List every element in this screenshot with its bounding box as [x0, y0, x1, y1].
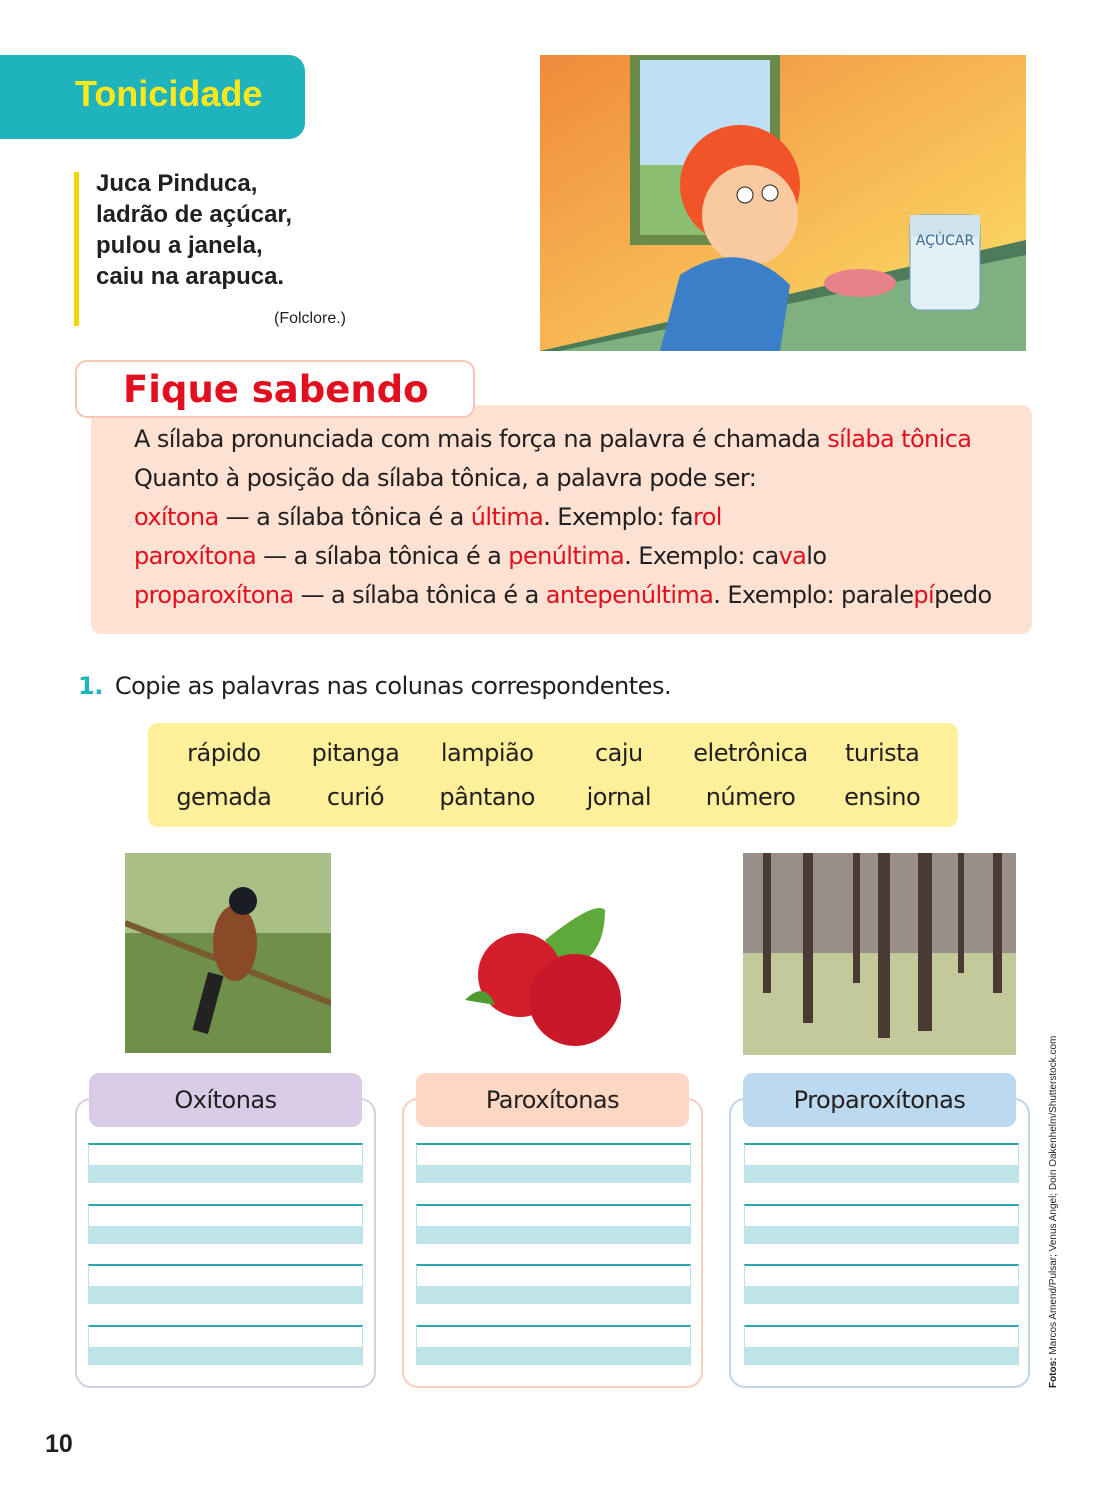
word: rápido	[187, 739, 261, 767]
text: . Exemplo: ca	[624, 542, 779, 570]
question-1	[78, 672, 671, 700]
word-bank	[148, 723, 958, 827]
word: turista	[845, 739, 920, 767]
fique-sabendo-text	[134, 420, 992, 615]
highlight: última	[470, 503, 544, 531]
question-text: Copie as palavras nas colunas correspondentes.	[114, 672, 672, 700]
word: curió	[326, 783, 385, 811]
term: proparoxítona	[134, 581, 294, 609]
poem-accent-bar	[74, 172, 79, 326]
writing-line[interactable]	[88, 1325, 363, 1365]
word: lampião	[440, 739, 534, 767]
writing-line[interactable]	[744, 1325, 1019, 1365]
word: pitanga	[311, 739, 400, 767]
text: A sílaba pronunciada com mais força na palavra é chamada	[134, 425, 828, 453]
highlight: antepenúltima	[545, 581, 714, 609]
word: gemada	[176, 783, 272, 811]
term: paroxítona	[134, 542, 257, 570]
writing-line[interactable]	[744, 1204, 1019, 1244]
fique-sabendo-label: Fique sabendo	[123, 368, 429, 411]
text: — a sílaba tônica é a	[256, 542, 509, 570]
page-number: 10	[45, 1430, 73, 1458]
text: lo	[806, 542, 827, 570]
bird-photo	[125, 853, 331, 1053]
credit-text: Marcos Amend/Pulsar; Venus Angel; Doin Oakenhelm/Shutterstock.com	[1048, 1035, 1059, 1358]
text: . Exemplo: parale	[713, 581, 914, 609]
tonic-syllable: pí	[913, 581, 935, 609]
poem-line: caiu na arapuca.	[96, 263, 285, 290]
poem-source: (Folclore.)	[274, 310, 347, 327]
writing-line[interactable]	[416, 1264, 691, 1304]
jar-label: AÇÚCAR	[915, 233, 975, 249]
writing-line[interactable]	[416, 1325, 691, 1365]
word: caju	[594, 739, 643, 767]
question-number: 1.	[78, 672, 103, 700]
word: pântano	[439, 783, 535, 811]
tonic-syllable: rol	[692, 503, 722, 531]
text: Quanto à posição da sílaba tônica, a palavra pode ser:	[134, 464, 757, 492]
writing-line[interactable]	[744, 1264, 1019, 1304]
proparoxitonas-header: Proparoxítonas	[743, 1073, 1016, 1127]
text: — a sílaba tônica é a	[293, 581, 546, 609]
highlight: penúltima	[508, 542, 625, 570]
writing-line[interactable]	[744, 1143, 1019, 1183]
writing-line[interactable]	[416, 1143, 691, 1183]
writing-line[interactable]	[416, 1204, 691, 1244]
word: ensino	[844, 783, 921, 811]
word: jornal	[586, 783, 652, 811]
section-title-tab	[0, 55, 305, 139]
text: pedo	[934, 581, 992, 609]
word: número	[705, 783, 796, 811]
writing-line[interactable]	[88, 1143, 363, 1183]
text: . Exemplo: fa	[543, 503, 693, 531]
credit-label: Fotos:	[1048, 1357, 1059, 1388]
paroxitonas-header: Paroxítonas	[416, 1073, 689, 1127]
writing-line[interactable]	[88, 1264, 363, 1304]
poem	[96, 168, 292, 292]
fique-sabendo-label-box	[75, 360, 475, 418]
poem-line: pulou a janela,	[96, 232, 263, 259]
term: oxítona	[134, 503, 219, 531]
word: eletrônica	[693, 739, 808, 767]
text: — a sílaba tônica é a	[218, 503, 471, 531]
oxitonas-header: Oxítonas	[89, 1073, 362, 1127]
tonic-syllable: va	[778, 542, 807, 570]
photo-credit	[1048, 1018, 1059, 1388]
highlight: sílaba tônica	[827, 425, 972, 453]
boy-sugar-illustration	[540, 55, 1026, 351]
poem-line: ladrão de açúcar,	[96, 201, 293, 228]
poem-line: Juca Pinduca,	[96, 170, 258, 197]
acerola-photo	[455, 900, 635, 1050]
swamp-photo	[743, 853, 1016, 1055]
writing-line[interactable]	[88, 1204, 363, 1244]
section-title: Tonicidade	[75, 73, 263, 114]
